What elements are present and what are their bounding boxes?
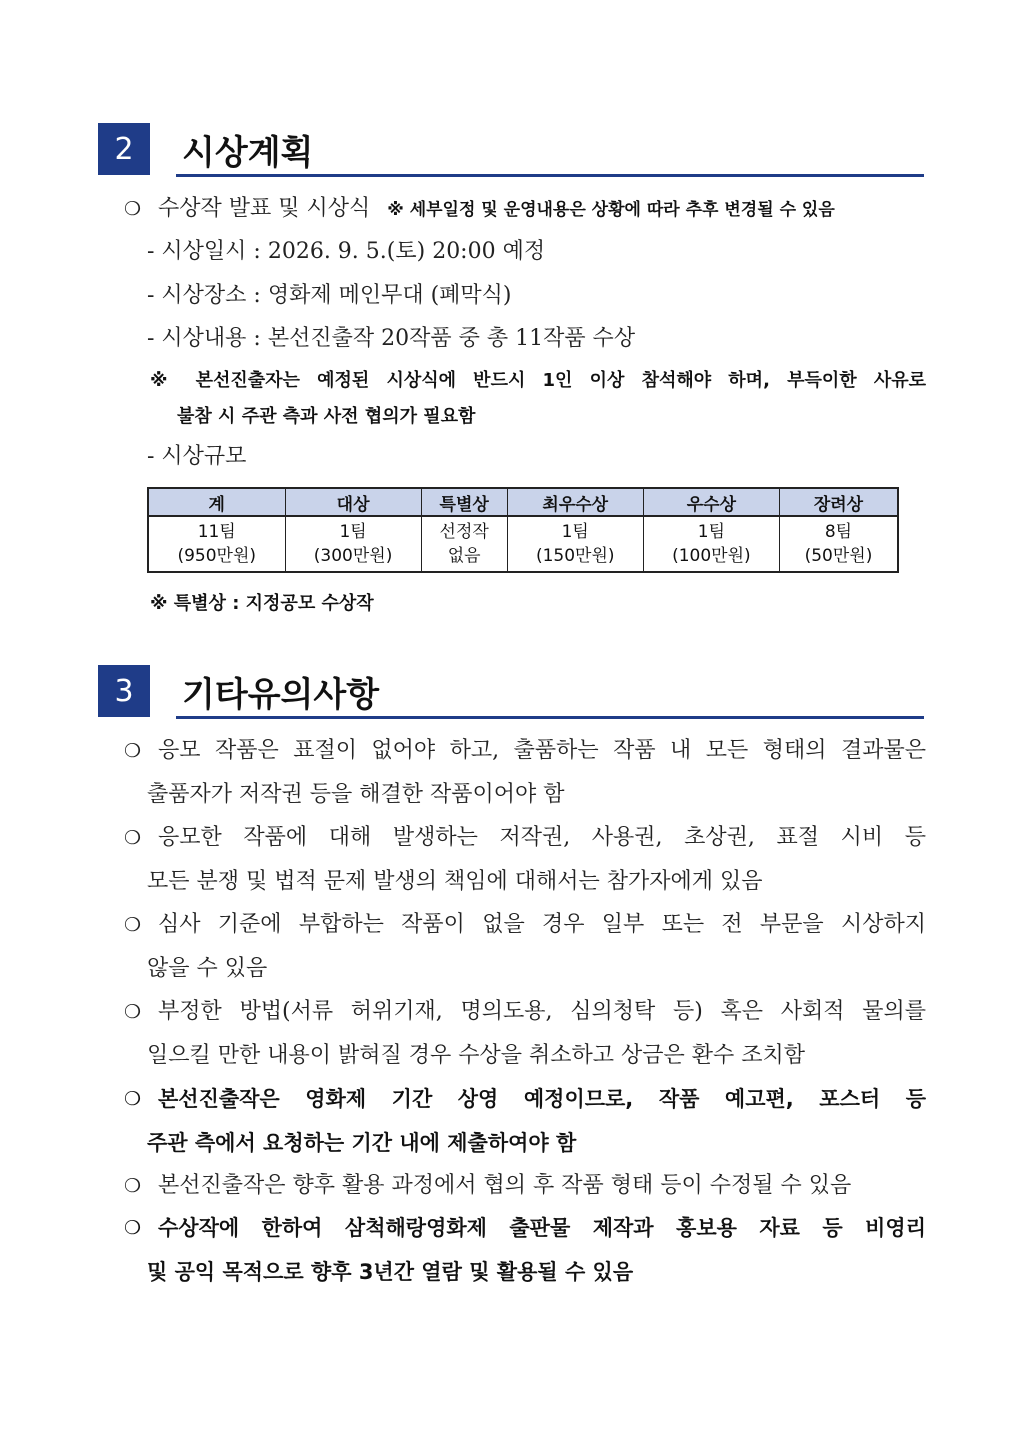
header-excellence-prize: 우수상 (643, 488, 779, 516)
award-scale-label: - 시상규모 (147, 444, 247, 469)
table-row (148, 516, 898, 572)
attendance-note-line2: 불참 시 주관 측과 사전 협의가 필요함 (177, 406, 476, 427)
header-total: 계 (148, 488, 285, 516)
special-prize-note: ※ 특별상 : 지정공모 수상작 (150, 593, 374, 614)
list-item-text: 응모 작품은 표절이 없어야 하고, 출품하는 작품 내 모든 형태의 결과물은 (158, 738, 926, 763)
schedule-change-note: ※ 세부일정 및 운영내용은 상황에 따라 추후 변경될 수 있음 (387, 200, 835, 220)
list-item-text: 수상작에 한하여 삼척해랑영화제 출판물 제작과 홍보용 자료 등 비영리 (158, 1216, 926, 1240)
cell-best-prize: 1팀 (150만원) (507, 516, 643, 572)
cell-grand-prize: 1팀 (300만원) (285, 516, 421, 572)
circle-bullet-icon: ❍ (124, 1001, 142, 1023)
circle-bullet-icon: ❍ (124, 1175, 142, 1197)
list-item-continuation: 않을 수 있음 (147, 956, 268, 981)
list-item-text: 본선진출작은 향후 활용 과정에서 협의 후 작품 형태 등이 수정될 수 있음 (158, 1173, 852, 1198)
award-ceremony-label: 수상작 발표 및 시상식 (158, 196, 371, 221)
list-item-continuation: 모든 분쟁 및 법적 문제 발생의 책임에 대해서는 참가자에게 있음 (147, 869, 763, 894)
list-item-continuation: 출품자가 저작권 등을 해결한 작품이어야 함 (147, 782, 565, 807)
list-item-continuation: 주관 측에서 요청하는 기간 내에 제출하여야 함 (147, 1131, 577, 1155)
award-scale-table (147, 487, 899, 573)
cell-total: 11팀 (950만원) (148, 516, 285, 572)
circle-bullet-icon: ❍ (124, 827, 142, 849)
list-item (124, 910, 926, 940)
circle-bullet-icon: ❍ (124, 1088, 142, 1110)
list-item-text: 심사 기준에 부합하는 작품이 없을 경우 일부 또는 전 부문을 시상하지 (158, 912, 926, 937)
list-item-text: 부정한 방법(서류 허위기재, 명의도용, 심의청탁 등) 혹은 사회적 물의를 (158, 999, 926, 1024)
section-3-title: 기타유의사항 (182, 675, 380, 715)
ceremony-content: - 시상내용 : 본선진출작 20작품 중 총 11작품 수상 (147, 326, 636, 351)
list-item (124, 1213, 926, 1243)
list-item (124, 997, 926, 1027)
section-3-number: 3 (98, 665, 150, 717)
section-2-title: 시상계획 (182, 133, 314, 173)
header-best-prize: 최우수상 (507, 488, 643, 516)
header-grand-prize: 대상 (285, 488, 421, 516)
award-ceremony-bullet (124, 194, 835, 225)
list-item-continuation: 및 공익 목적으로 향후 3년간 열람 및 활용될 수 있음 (147, 1260, 634, 1284)
list-item-text: 본선진출작은 영화제 기간 상영 예정이므로, 작품 예고편, 포스터 등 (158, 1087, 926, 1111)
circle-bullet-icon: ❍ (124, 1217, 142, 1239)
header-encouragement-prize: 장려상 (779, 488, 898, 516)
attendance-note-line1: ※ 본선진출자는 예정된 시상식에 반드시 1인 이상 참석해야 하며, 부득이한 사유로 (150, 370, 926, 391)
ceremony-venue: - 시상장소 : 영화제 메인무대 (폐막식) (147, 283, 512, 308)
header-special-prize: 특별상 (421, 488, 507, 516)
section-2-rule (176, 174, 924, 177)
section-2-number: 2 (98, 123, 150, 175)
list-item (124, 1084, 926, 1114)
section-2-header (98, 123, 924, 177)
cell-special-prize: 선정작 없음 (421, 516, 507, 572)
list-item (124, 1171, 926, 1201)
cell-encouragement-prize: 8팀 (50만원) (779, 516, 898, 572)
list-item (124, 823, 926, 853)
circle-bullet-icon: ❍ (124, 914, 142, 936)
circle-bullet-icon: ❍ (124, 740, 142, 762)
circle-bullet-icon: ❍ (124, 198, 142, 220)
section-3-rule (176, 716, 924, 719)
list-item (124, 736, 926, 766)
list-item-continuation: 일으킬 만한 내용이 밝혀질 경우 수상을 취소하고 상금은 환수 조치함 (147, 1043, 805, 1068)
list-item-text: 응모한 작품에 대해 발생하는 저작권, 사용권, 초상권, 표절 시비 등 (158, 825, 926, 850)
table-header-row (148, 488, 898, 516)
ceremony-datetime: - 시상일시 : 2026. 9. 5.(토) 20:00 예정 (147, 239, 546, 264)
section-3-header (98, 665, 924, 719)
cell-excellence-prize: 1팀 (100만원) (643, 516, 779, 572)
